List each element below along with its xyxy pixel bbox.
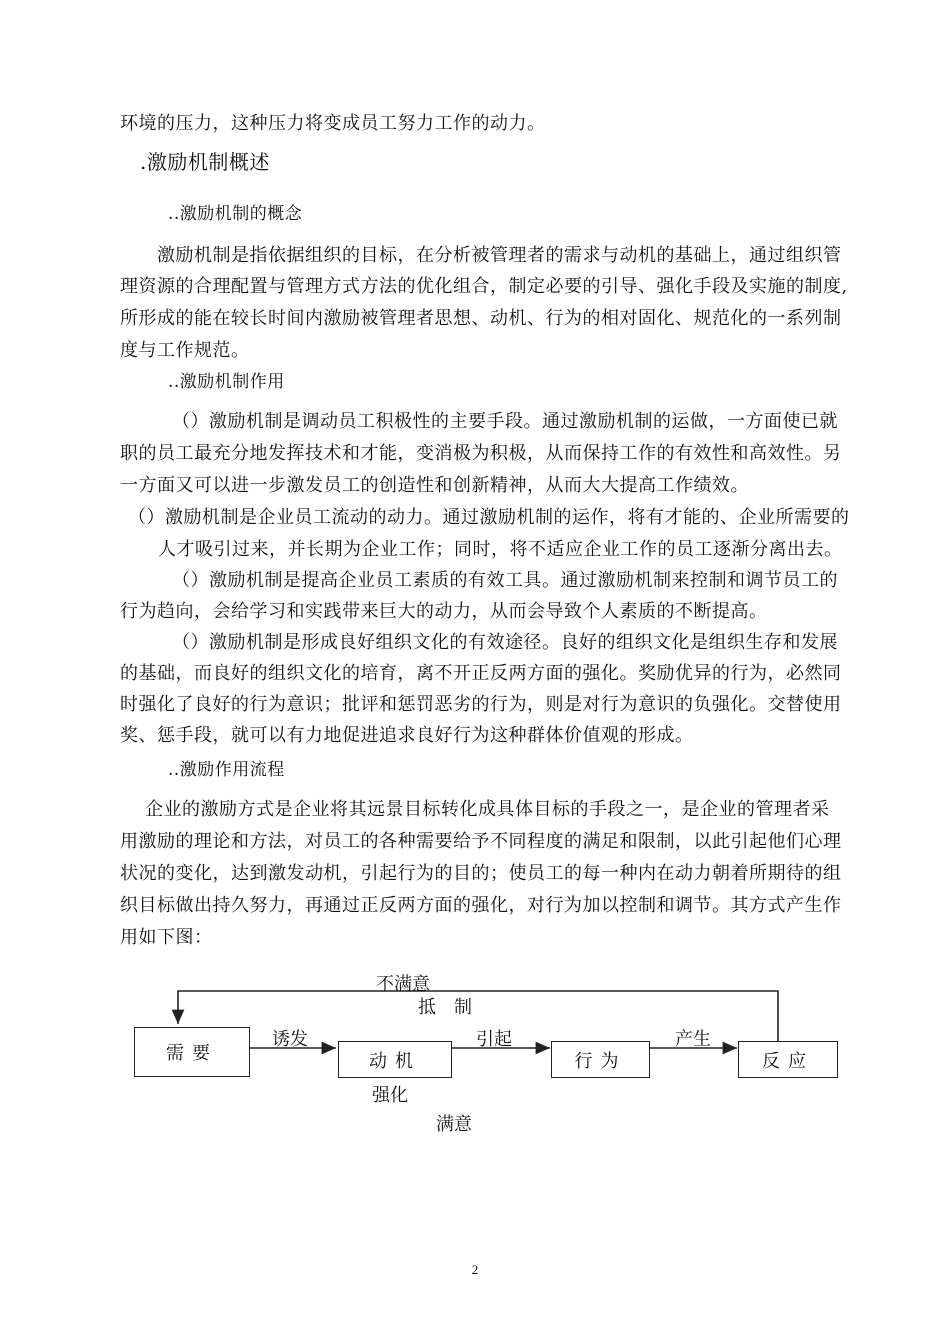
concept-line-3: 所形成的能在较长时间内激励被管理者思想、动机、行为的相对固化、规范化的一系列制 <box>120 308 842 329</box>
flow-line-1: 企业的激励方式是企业将其远景目标转化成具体目标的手段之一，是企业的管理者采 <box>145 799 830 820</box>
section-heading: .激励机制概述 <box>140 150 270 174</box>
concept-line-2: 理资源的合理配置与管理方式方法的优化组合，制定必要的引导、强化手段及实施的制度, <box>120 276 848 297</box>
label-induce: 诱发 <box>272 1029 308 1050</box>
role-line-4: （）激励机制是企业员工流动的动力。通过激励机制的运作，将有才能的、企业所需要的 <box>128 507 850 528</box>
role-line-10: 时强化了良好的行为意识；批评和惩罚恶劣的行为，则是对行为意识的负强化。交替使用 <box>120 694 842 715</box>
subsection-heading-role: ..激励机制作用 <box>168 372 285 392</box>
label-resist: 抵 制 <box>418 997 472 1018</box>
flow-line-2: 用激励的理论和方法，对员工的各种需要给予不同程度的满足和限制，以此引起他们心理 <box>120 831 842 852</box>
box-need: 需要 <box>134 1027 250 1077</box>
concept-line-1: 激励机制是指依据组织的目标，在分析被管理者的需求与动机的基础上，通过组织管 <box>157 245 842 266</box>
role-line-2: 职的员工最充分地发挥技术和才能，变消极为积极，从而保持工作的有效性和高效性。另 <box>120 443 842 464</box>
paragraph-continued: 环境的压力，这种压力将变成员工努力工作的动力。 <box>120 113 546 134</box>
flow-line-3: 状况的变化，达到激发动机，引起行为的目的；使员工的每一种内在动力朝着所期待的组 <box>120 863 842 884</box>
role-line-5: 人才吸引过来，并长期为企业工作；同时，将不适应企业工作的员工逐渐分离出去。 <box>158 539 843 560</box>
box-reaction: 反应 <box>738 1041 838 1078</box>
label-dissatisfied: 不满意 <box>376 974 430 995</box>
role-line-6: （）激励机制是提高企业员工素质的有效工具。通过激励机制来控制和调节员工的 <box>172 570 838 591</box>
subsection-heading-flow: ..激励作用流程 <box>168 760 285 780</box>
page-number: 2 <box>471 1262 479 1277</box>
label-cause: 引起 <box>476 1029 512 1050</box>
label-reinforce: 强化 <box>372 1085 408 1106</box>
subsection-heading-concept: ..激励机制的概念 <box>168 204 303 224</box>
role-line-8: （）激励机制是形成良好组织文化的有效途径。良好的组织文化是组织生存和发展 <box>172 632 838 653</box>
box-motive: 动机 <box>338 1041 452 1078</box>
role-line-7: 行为趋向，会给学习和实践带来巨大的动力，从而会导致个人素质的不断提高。 <box>120 601 768 622</box>
role-line-11: 奖、惩手段，就可以有力地促进追求良好行为这种群体价值观的形成。 <box>120 725 694 746</box>
flow-line-5: 用如下图： <box>120 927 213 948</box>
label-satisfied: 满意 <box>436 1114 472 1135</box>
box-behavior: 行为 <box>551 1041 650 1078</box>
flow-line-4: 织目标做出持久努力，再通过正反两方面的强化，对行为加以控制和调节。其方式产生作 <box>120 895 842 916</box>
concept-line-4: 度与工作规范。 <box>120 340 250 361</box>
role-line-9: 的基础，而良好的组织文化的培育，离不开正反两方面的强化。奖励优异的行为，必然同 <box>120 663 842 684</box>
role-line-1: （）激励机制是调动员工积极性的主要手段。通过激励机制的运做，一方面使已就 <box>172 411 838 432</box>
role-line-3: 一方面又可以进一步激发员工的创造性和创新精神，从而大大提高工作绩效。 <box>120 475 749 496</box>
label-produce: 产生 <box>675 1029 711 1050</box>
